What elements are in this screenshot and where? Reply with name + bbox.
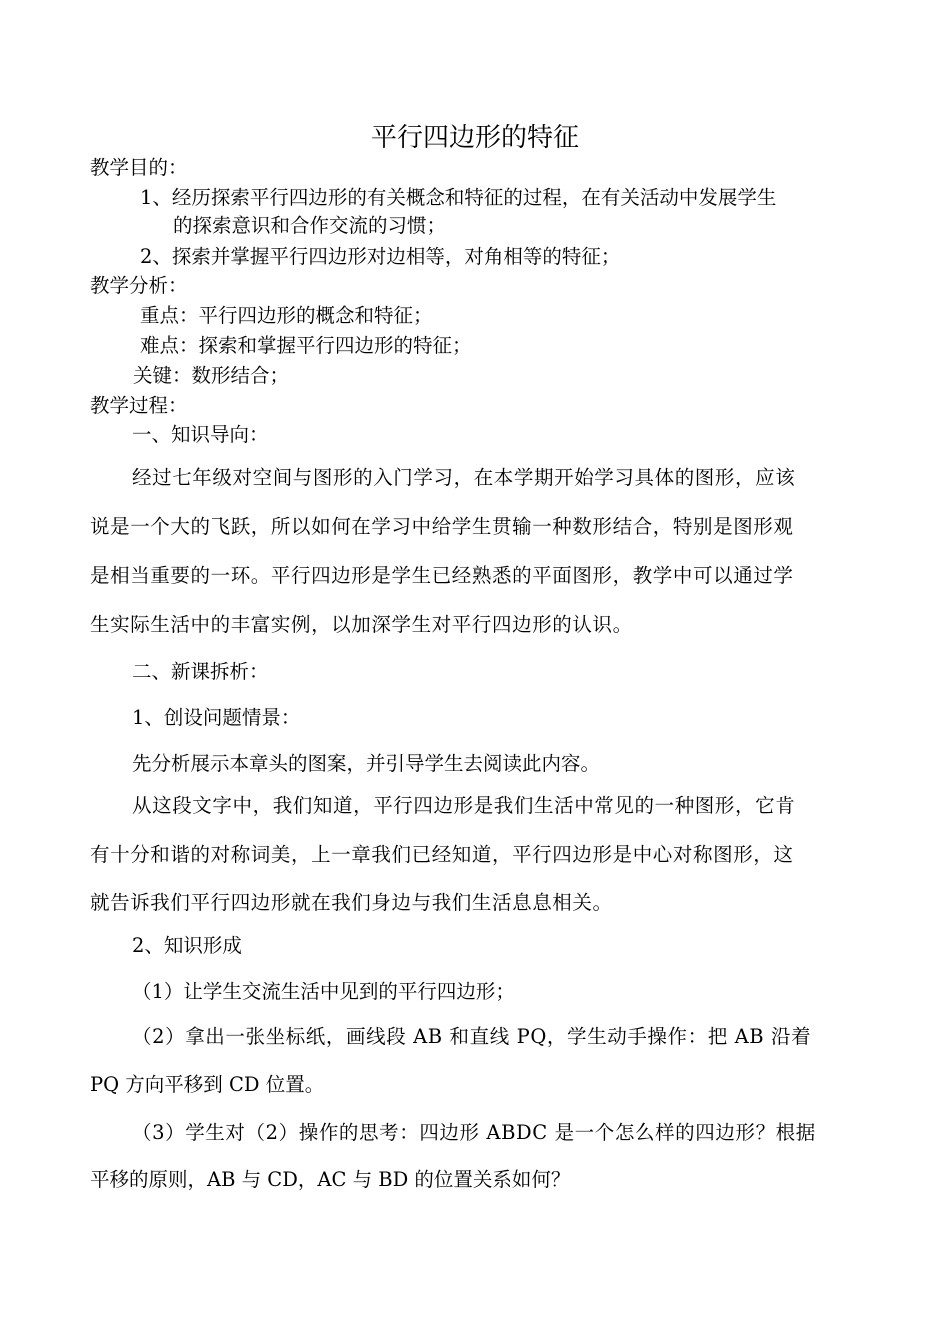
sub-2-heading: 2、知识形成	[132, 934, 242, 957]
objective-item-2: 2、探索并掌握平行四边形对边相等，对角相等的特征；	[140, 245, 621, 268]
process-heading: 教学过程：	[90, 394, 188, 417]
document-title: 平行四边形的特征	[370, 123, 579, 153]
paragraph-line: 是相当重要的一环。平行四边形是学生已经熟悉的平面图形，教学中可以通过学	[90, 564, 794, 587]
step-3-line-2: 平移的原则，AB 与 CD，AC 与 BD 的位置关系如何？	[90, 1168, 571, 1191]
paragraph-line: 从这段文字中，我们知道，平行四边形是我们生活中常见的一种图形，它肯	[132, 794, 796, 817]
step-3-line-1: （3）学生对（2）操作的思考：四边形 ABDC 是一个怎么样的四边形？根据	[132, 1121, 816, 1144]
paragraph-line: 有十分和谐的对称词美，上一章我们已经知道，平行四边形是中心对称图形，这	[90, 843, 794, 866]
objective-item-1-line-1: 1、经历探索平行四边形的有关概念和特征的过程，在有关活动中发展学生	[140, 186, 777, 209]
paragraph-line: 就告诉我们平行四边形就在我们身边与我们生活息息相关。	[90, 891, 613, 914]
step-2-line-2: PQ 方向平移到 CD 位置。	[90, 1073, 325, 1096]
analysis-difficulty: 难点：探索和掌握平行四边形的特征；	[140, 334, 472, 357]
sub-1-heading: 1、创设问题情景：	[132, 706, 301, 729]
paragraph-line: 说是一个大的飞跃，所以如何在学习中给学生贯输一种数形结合，特别是图形观	[90, 515, 794, 538]
analysis-key-point: 重点：平行四边形的概念和特征；	[140, 304, 433, 327]
analysis-heading: 教学分析：	[90, 274, 188, 297]
sub-1-paragraph: 先分析展示本章头的图案，并引导学生去阅读此内容。	[132, 752, 601, 775]
objective-item-1-line-2: 的探索意识和合作交流的习惯；	[173, 214, 447, 237]
section-2-heading: 二、新课拆析：	[132, 660, 269, 683]
paragraph-line: 生实际生活中的丰富实例，以加深学生对平行四边形的认识。	[90, 613, 633, 636]
section-1-heading: 一、知识导向：	[132, 423, 269, 446]
step-1: （1）让学生交流生活中见到的平行四边形；	[132, 980, 515, 1003]
objectives-heading: 教学目的：	[90, 156, 188, 179]
step-2-line-1: （2）拿出一张坐标纸，画线段 AB 和直线 PQ，学生动手操作：把 AB 沿着	[132, 1025, 812, 1048]
analysis-key: 关键：数形结合；	[133, 364, 290, 387]
paragraph-line: 经过七年级对空间与图形的入门学习，在本学期开始学习具体的图形，应该	[132, 466, 796, 489]
